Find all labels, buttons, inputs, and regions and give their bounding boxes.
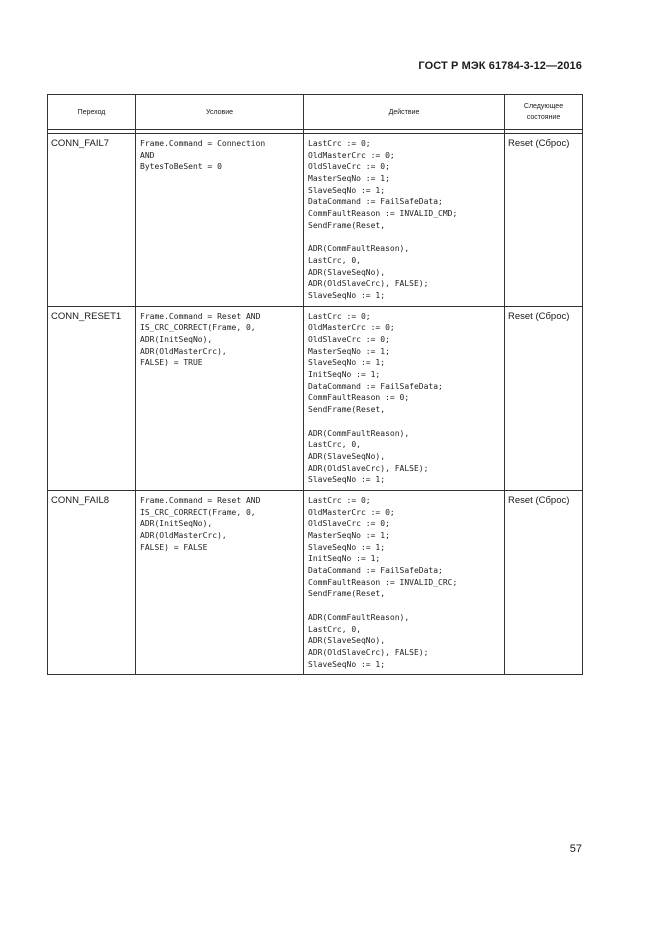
code-line: SlaveSeqNo := 1; xyxy=(308,358,386,368)
code-line: IS_CRC_CORRECT(Frame, 0, xyxy=(140,323,256,333)
code-line: ADR(SlaveSeqNo), xyxy=(308,451,386,461)
column-header-action: Действие xyxy=(304,95,505,130)
code-line: LastCrc, 0, xyxy=(308,624,361,634)
table-row xyxy=(48,134,583,307)
code-line: ADR(InitSeqNo), xyxy=(140,335,213,344)
column-header-transition: Переход xyxy=(48,95,136,130)
code-line: DataCommand := FailSafeData; xyxy=(308,381,443,391)
code-line: MasterSeqNo := 1; xyxy=(308,174,390,184)
transition-cell: CONN_RESET1 xyxy=(48,306,136,490)
code-line: DataCommand := FailSafeData; xyxy=(308,197,443,207)
code-line: CommFaultReason := INVALID_CMD; xyxy=(308,209,458,219)
code-line: AND xyxy=(140,150,155,160)
code-line: ADR(OldMasterCrc), xyxy=(140,346,227,356)
condition-cell xyxy=(136,306,304,490)
condition-cell xyxy=(136,134,304,307)
code-line: OldSlaveCrc := 0; xyxy=(308,519,390,529)
code-line: ADR(OldSlaveCrc), FALSE); xyxy=(308,463,429,473)
code-line xyxy=(308,416,500,428)
code-line: SlaveSeqNo := 1; xyxy=(308,542,386,552)
column-header-condition: Условие xyxy=(136,95,304,130)
code-line: CommFaultReason := 0; xyxy=(308,393,410,403)
code-line: LastCrc := 0; xyxy=(308,495,371,505)
code-line: OldMasterCrc := 0; xyxy=(308,150,395,160)
action-cell xyxy=(304,134,505,307)
code-line: SlaveSeqNo := 1; xyxy=(308,290,386,300)
code-line: LastCrc, 0, xyxy=(308,440,361,450)
code-line: ADR(OldMasterCrc), xyxy=(140,531,227,540)
column-header-next-state-line: Следующее xyxy=(523,103,564,110)
code-line: OldSlaveCrc := 0; xyxy=(308,335,390,344)
code-line xyxy=(308,600,500,612)
code-line: ADR(SlaveSeqNo), xyxy=(308,267,386,277)
state-transition-table xyxy=(47,94,583,675)
code-line: SlaveSeqNo := 1; xyxy=(308,185,386,195)
code-line: OldMasterCrc := 0; xyxy=(308,507,395,517)
code-line: CommFaultReason := INVALID_CRC; xyxy=(308,577,458,587)
code-line: ADR(CommFaultReason), xyxy=(308,428,410,438)
table-header-row xyxy=(48,95,583,130)
code-line: ADR(CommFaultReason), xyxy=(308,244,410,254)
code-line: MasterSeqNo := 1; xyxy=(308,531,390,540)
code-line: ADR(OldSlaveCrc), FALSE); xyxy=(308,279,429,289)
code-line: InitSeqNo := 1; xyxy=(308,370,381,380)
code-line: ADR(SlaveSeqNo), xyxy=(308,636,386,646)
code-line: ADR(InitSeqNo), xyxy=(140,519,213,529)
code-line: Frame.Command = Reset AND xyxy=(140,495,261,505)
table-row xyxy=(48,490,583,674)
code-line: MasterSeqNo := 1; xyxy=(308,346,390,356)
column-header-next-state-line: состояние xyxy=(526,114,561,121)
code-line: OldSlaveCrc := 0; xyxy=(308,162,390,172)
code-line: Frame.Command = Reset AND xyxy=(140,311,261,321)
code-line: FALSE) = TRUE xyxy=(140,358,203,368)
transition-cell: CONN_FAIL8 xyxy=(48,490,136,674)
column-header-next-state xyxy=(505,95,583,130)
code-line: SlaveSeqNo := 1; xyxy=(308,475,386,485)
table-row xyxy=(48,306,583,490)
code-line: Frame.Command = Connection xyxy=(140,139,266,148)
action-cell xyxy=(304,306,505,490)
code-line: LastCrc := 0; xyxy=(308,311,371,321)
code-line: BytesToBeSent = 0 xyxy=(140,162,222,172)
transition-cell: CONN_FAIL7 xyxy=(48,134,136,307)
code-line: ADR(CommFaultReason), xyxy=(308,612,410,622)
code-line: FALSE) = FALSE xyxy=(140,542,208,552)
code-line: LastCrc := 0; xyxy=(308,139,371,148)
table-body xyxy=(48,134,583,675)
action-cell xyxy=(304,490,505,674)
document-standard-header: ГОСТ Р МЭК 61784-3-12—2016 xyxy=(418,60,582,72)
next-state-cell: Reset (Сброс) xyxy=(505,306,583,490)
code-line: OldMasterCrc := 0; xyxy=(308,323,395,333)
code-line: SlaveSeqNo := 1; xyxy=(308,659,386,669)
code-line: InitSeqNo := 1; xyxy=(308,554,381,564)
condition-cell xyxy=(136,490,304,674)
code-line: DataCommand := FailSafeData; xyxy=(308,566,443,576)
code-line: SendFrame(Reset, xyxy=(308,220,386,230)
page-number: 57 xyxy=(569,843,582,855)
code-line: IS_CRC_CORRECT(Frame, 0, xyxy=(140,507,256,517)
code-line: ADR(OldSlaveCrc), FALSE); xyxy=(308,647,429,657)
next-state-cell: Reset (Сброс) xyxy=(505,490,583,674)
code-line: SendFrame(Reset, xyxy=(308,405,386,415)
code-line: LastCrc, 0, xyxy=(308,255,361,265)
next-state-cell: Reset (Сброс) xyxy=(505,134,583,307)
code-line: SendFrame(Reset, xyxy=(308,589,386,599)
code-line xyxy=(308,232,500,244)
